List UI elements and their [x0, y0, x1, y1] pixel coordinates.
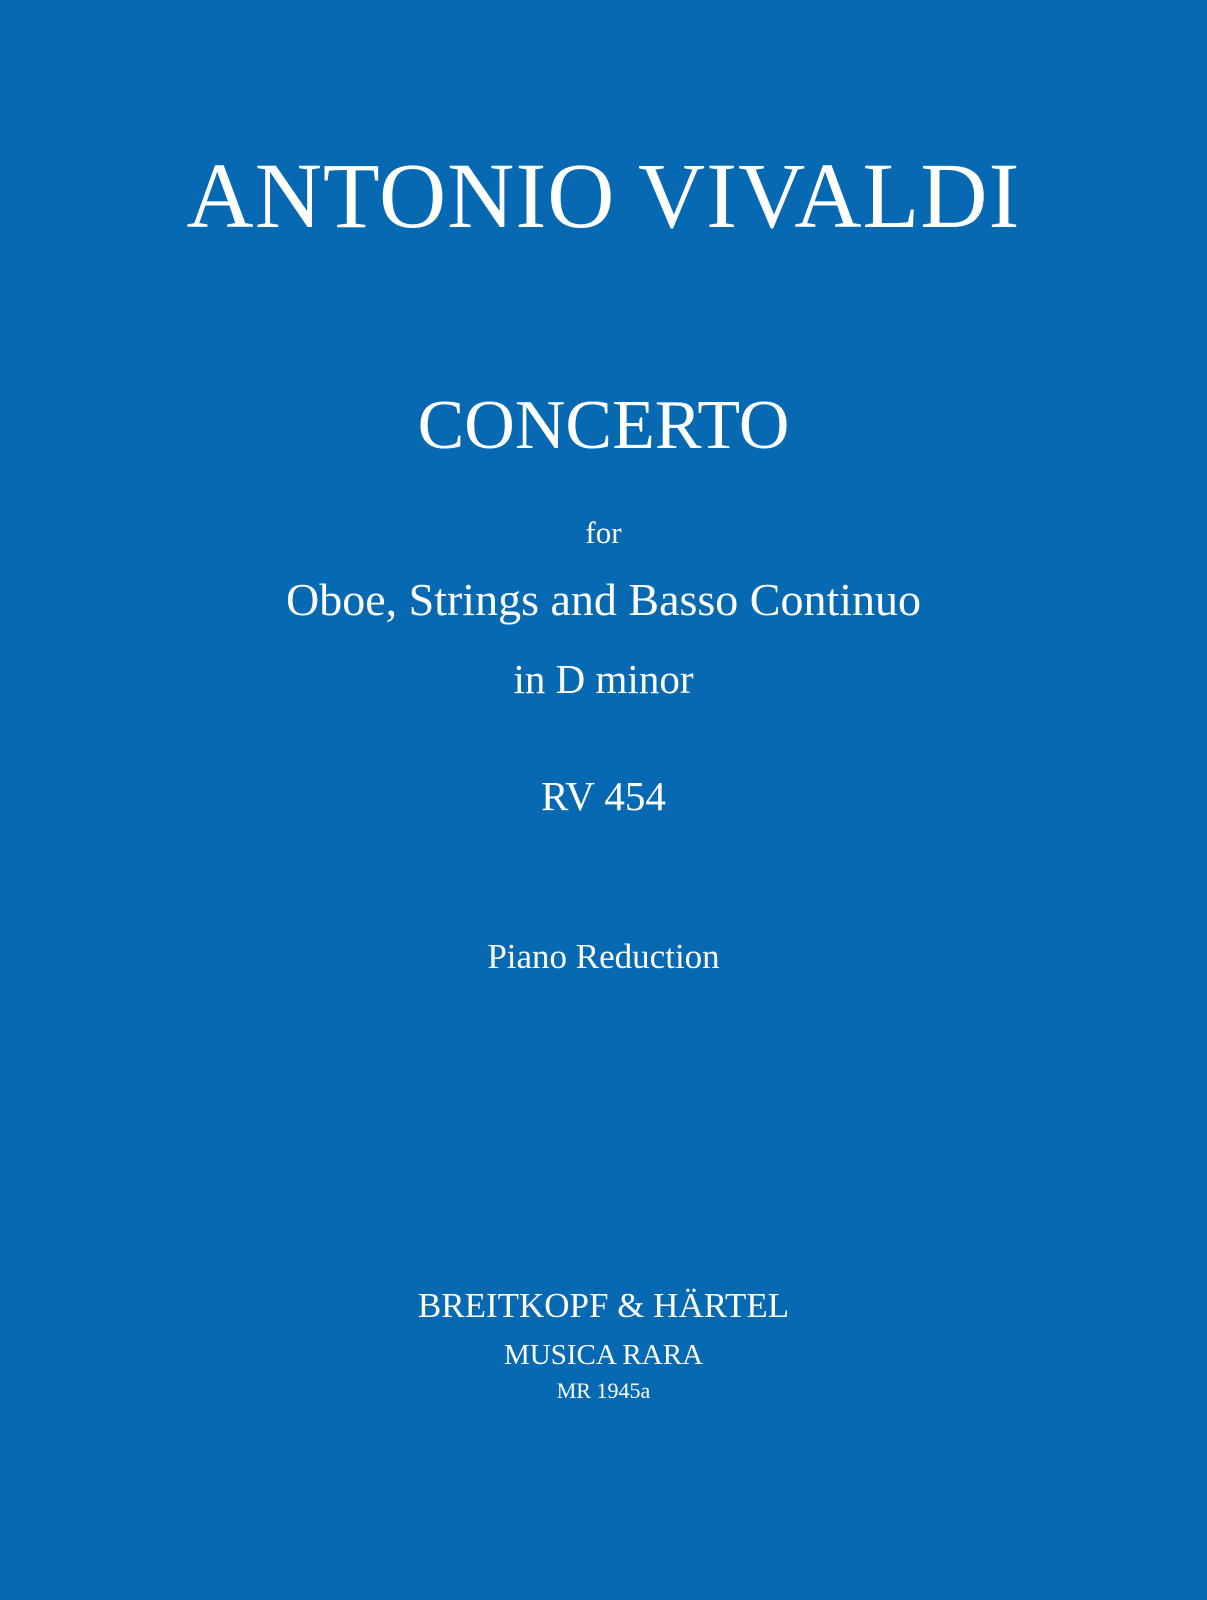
for-text: for [585, 515, 622, 550]
catalog-number-rv: RV 454 [541, 773, 666, 819]
publisher-imprint: MUSICA RARA [503, 1339, 704, 1371]
composer-name: ANTONIO VIVALDI [186, 145, 1021, 248]
instrumentation: Oboe, Strings and Basso Continuo [285, 574, 922, 625]
edition-type: Piano Reduction [487, 937, 720, 976]
key-signature: in D minor [513, 656, 694, 702]
work-title: CONCERTO [417, 387, 790, 464]
publisher-catalog-number: MR 1945a [556, 1378, 651, 1403]
publisher-name: BREITKOPF & HÄRTEL [417, 1286, 790, 1325]
